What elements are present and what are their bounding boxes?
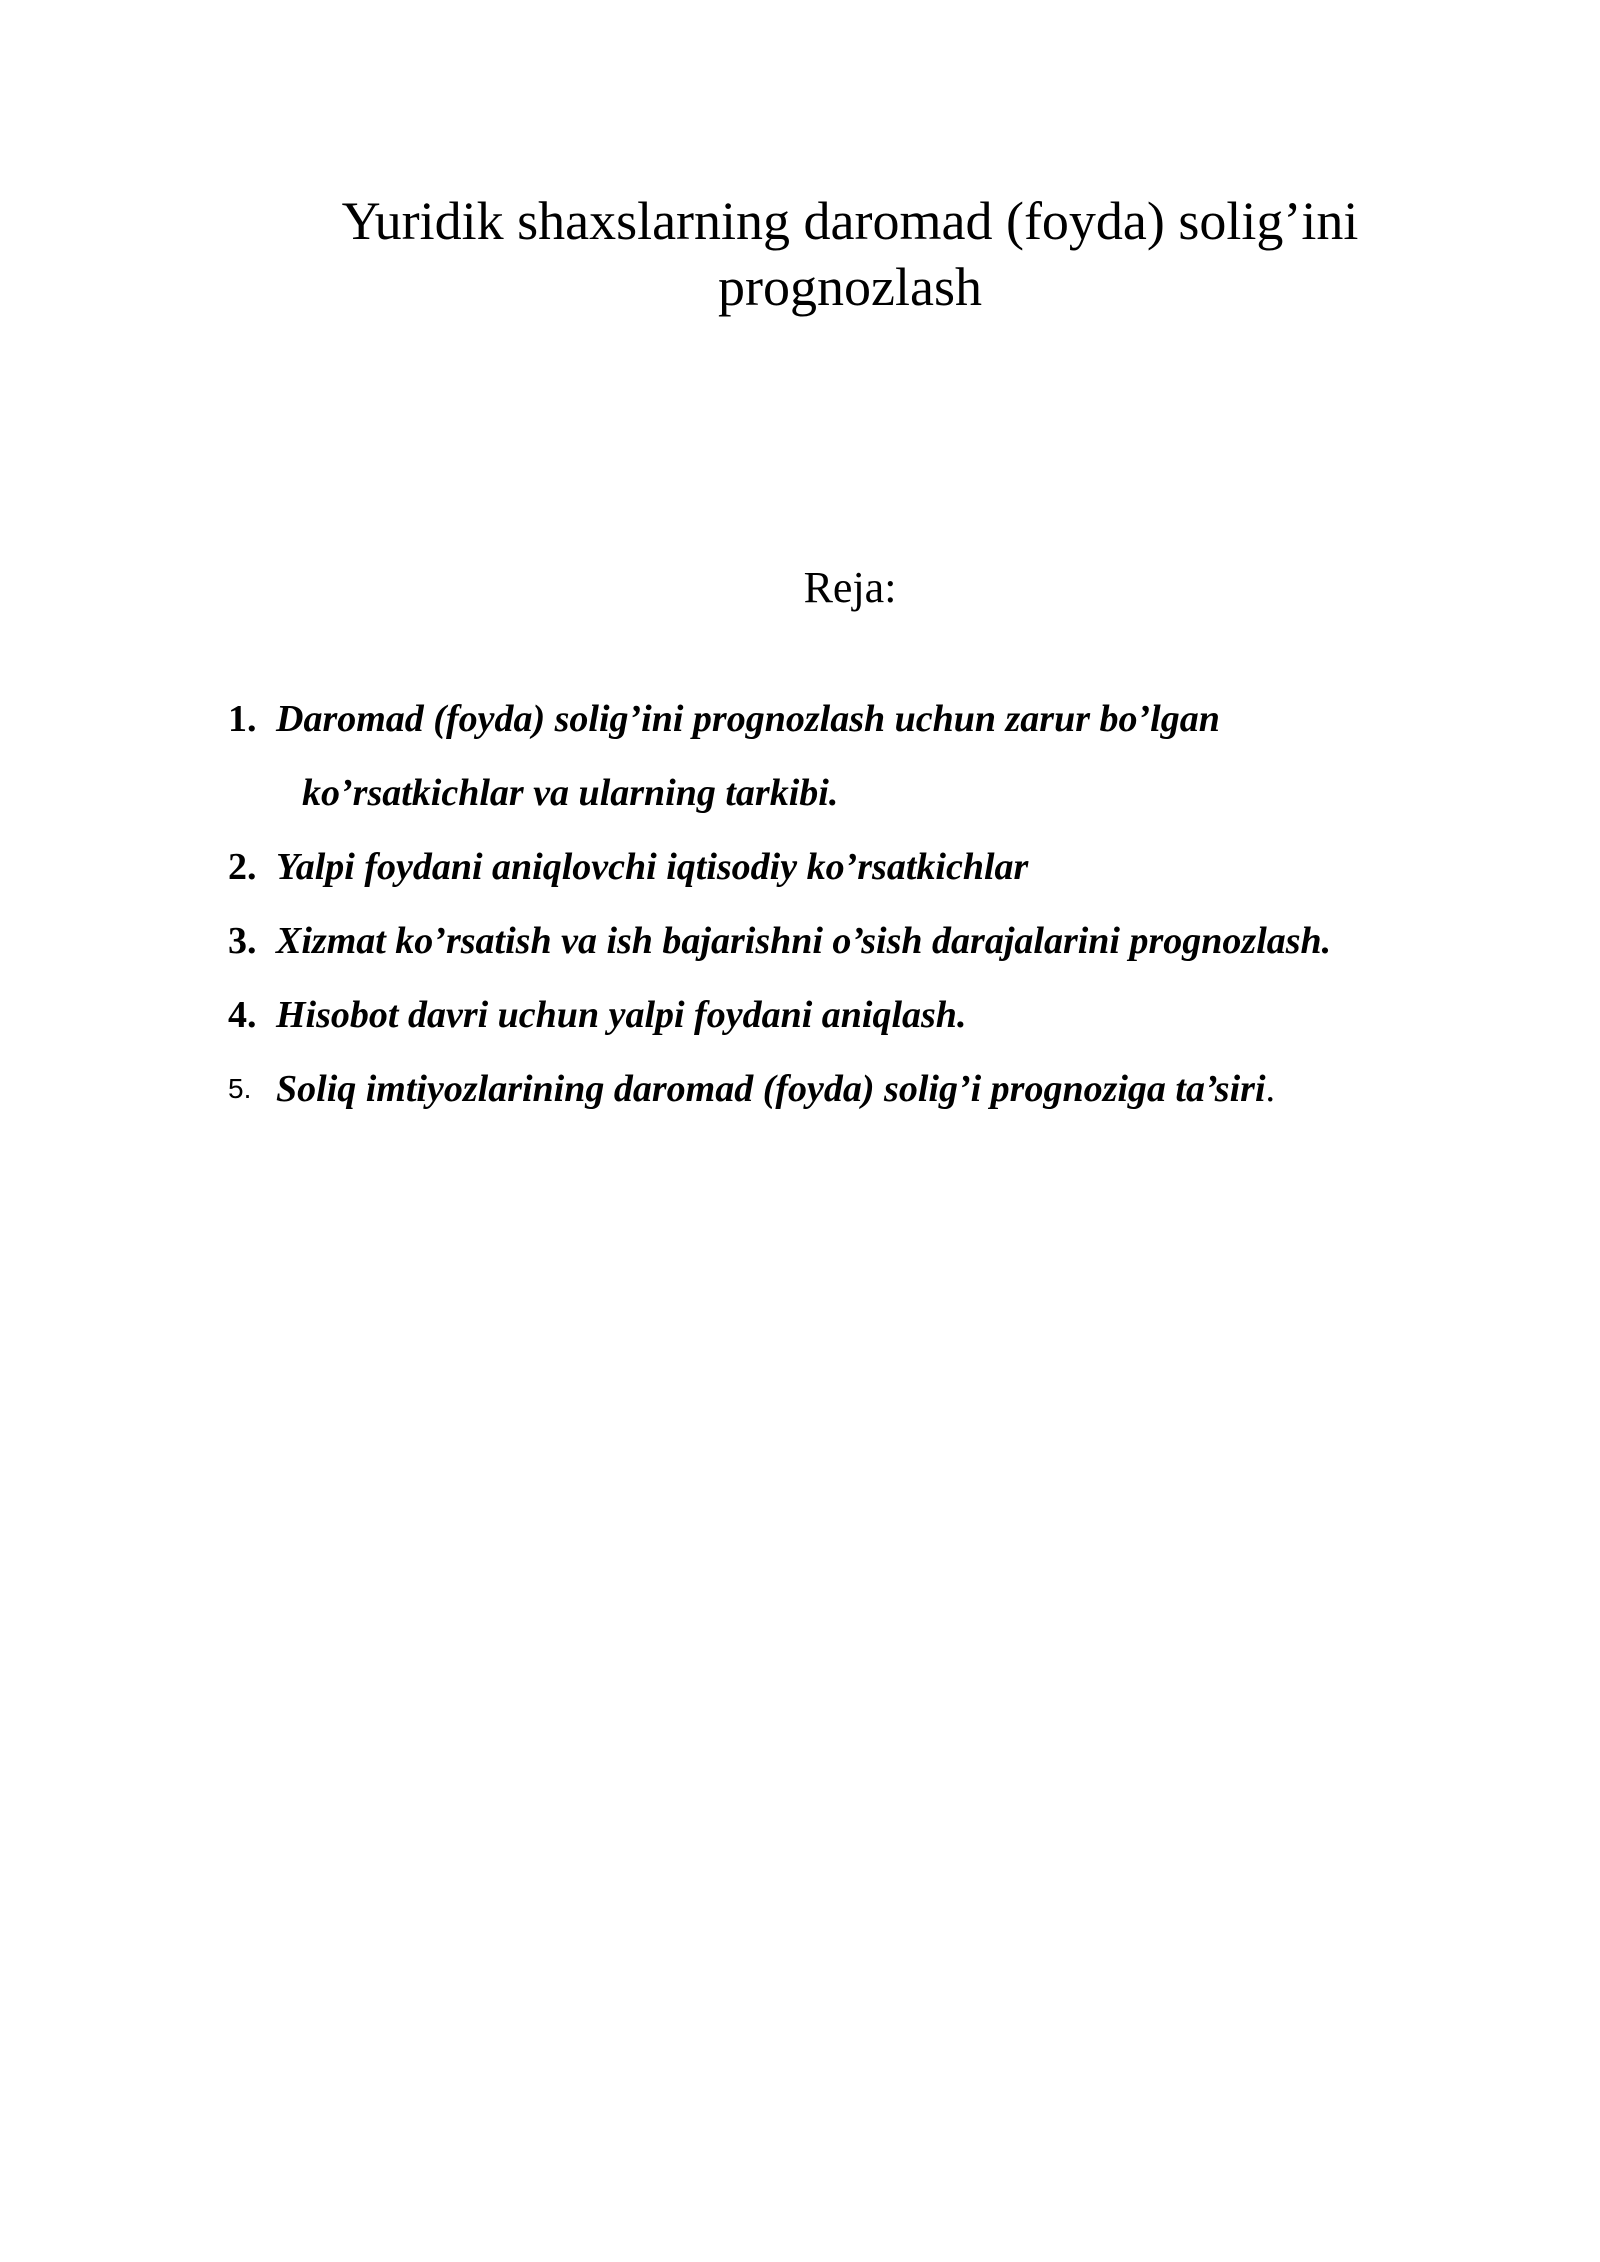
plan-item-text: Xizmat ko’rsatish va ish bajarishni o’sish darajalarini prognozlash. bbox=[276, 920, 1332, 962]
plan-item-5 bbox=[228, 1052, 1568, 1126]
title-line-1: Yuridik shaxslarning daromad (foyda) solig’ini bbox=[341, 191, 1359, 252]
plan-item-3 bbox=[228, 904, 1568, 978]
document-title bbox=[200, 188, 1500, 320]
plan-item-number: 5. bbox=[228, 1073, 252, 1104]
plan-list bbox=[228, 682, 1568, 1126]
plan-item-text: Soliq imtiyozlarining daromad (foyda) solig’i prognoziga ta’siri bbox=[276, 1068, 1266, 1110]
plan-item-4 bbox=[228, 978, 1568, 1052]
plan-heading: Reja: bbox=[803, 563, 897, 612]
plan-item-number: 3. bbox=[228, 920, 257, 962]
plan-item-1 bbox=[228, 682, 1568, 830]
plan-item-number: 4. bbox=[228, 994, 257, 1036]
plan-item-period: . bbox=[1265, 1068, 1276, 1110]
title-line-2: prognozlash bbox=[718, 257, 982, 318]
plan-item-2 bbox=[228, 830, 1568, 904]
plan-item-number: 2. bbox=[228, 846, 257, 888]
plan-item-text-continuation: ko’rsatkichlar va ularning tarkibi. bbox=[302, 772, 839, 814]
plan-item-number: 1. bbox=[228, 698, 257, 740]
plan-item-text: Yalpi foydani aniqlovchi iqtisodiy ko’rsatkichlar bbox=[276, 846, 1029, 888]
plan-item-text: Hisobot davri uchun yalpi foydani aniqlash. bbox=[276, 994, 967, 1036]
plan-item-text: Daromad (foyda) solig’ini prognozlash uchun zarur bo’lgan bbox=[276, 698, 1220, 740]
